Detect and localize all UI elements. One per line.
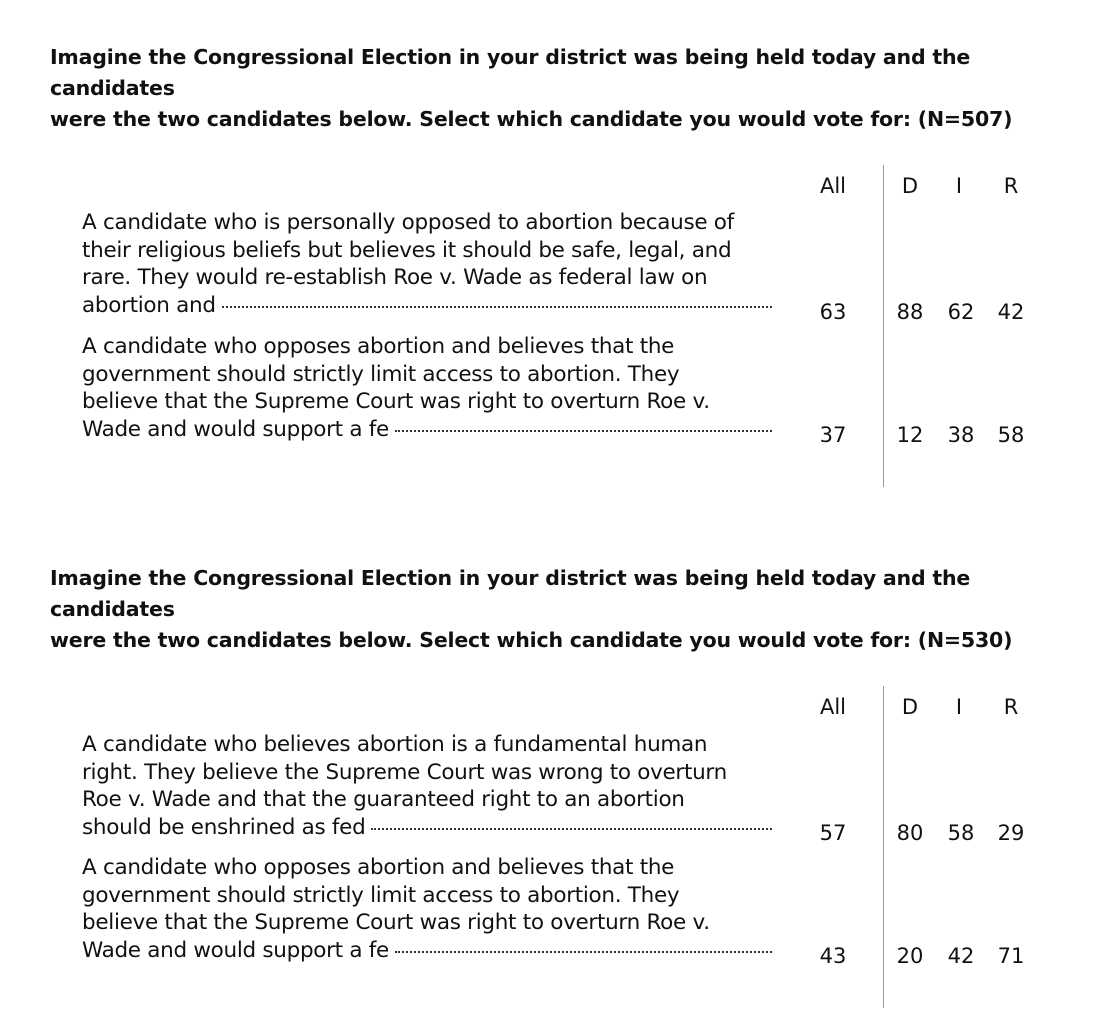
answer-line: believe that the Supreme Court was right to overturn Roe v.	[82, 389, 710, 414]
value-democrat: 12	[896, 423, 924, 447]
value-independent: 62	[947, 300, 975, 324]
question-line: were the two candidates below. Select which candidate you would vote for: (N=530)	[50, 628, 1013, 652]
answer-line: A candidate who opposes abortion and believes that the	[82, 855, 675, 880]
answer-line: A candidate who opposes abortion and believes that the	[82, 334, 675, 359]
value-republican: 58	[997, 423, 1025, 447]
answer-line: Roe v. Wade and that the guaranteed right to an abortion	[82, 787, 685, 812]
question-heading-1	[50, 42, 1090, 135]
value-independent: 38	[947, 423, 975, 447]
value-all: 63	[819, 300, 847, 324]
dot-leader	[395, 430, 772, 432]
answer-option-2	[82, 854, 772, 964]
header-republican: R	[1003, 174, 1019, 198]
question-line: were the two candidates below. Select which candidate you would vote for: (N=507)	[50, 107, 1013, 131]
header-democrat: D	[901, 174, 919, 198]
value-republican: 71	[997, 944, 1025, 968]
value-all: 57	[819, 821, 847, 845]
answer-line: A candidate who believes abortion is a fundamental human	[82, 732, 708, 757]
answer-line: government should strictly limit access to abortion. They	[82, 882, 680, 908]
answer-line: Wade and would support a fe	[82, 937, 389, 963]
value-democrat: 20	[896, 944, 924, 968]
question-line: Imagine the Congressional Election in your district was being held today and the candidates	[50, 45, 971, 100]
answer-line: government should strictly limit access to abortion. They	[82, 361, 680, 387]
dot-leader	[395, 951, 772, 953]
answer-line: should be enshrined as fed	[82, 814, 366, 840]
value-democrat: 88	[896, 300, 924, 324]
header-all: All	[819, 174, 847, 198]
header-democrat: D	[901, 695, 919, 719]
answer-option-1	[82, 731, 772, 841]
value-democrat: 80	[896, 821, 924, 845]
dot-leader	[371, 828, 772, 830]
value-independent: 58	[947, 821, 975, 845]
value-independent: 42	[947, 944, 975, 968]
answer-line: Wade and would support a fe	[82, 416, 389, 442]
answer-option-1	[82, 209, 772, 319]
answer-option-2	[82, 333, 772, 443]
answer-line: A candidate who is personally opposed to abortion because of	[82, 210, 734, 235]
crosstab-table-1	[0, 165, 1120, 487]
value-all: 43	[819, 944, 847, 968]
header-all: All	[819, 695, 847, 719]
value-republican: 29	[997, 821, 1025, 845]
answer-line: their religious beliefs but believes it should be safe, legal, and	[82, 237, 732, 263]
header-independent: I	[955, 695, 963, 719]
value-republican: 42	[997, 300, 1025, 324]
crosstab-table-2	[0, 686, 1120, 1008]
dot-leader	[222, 306, 772, 308]
answer-line: believe that the Supreme Court was right to overturn Roe v.	[82, 910, 710, 935]
header-independent: I	[955, 174, 963, 198]
answer-line: abortion and	[82, 292, 216, 318]
header-republican: R	[1003, 695, 1019, 719]
value-all: 37	[819, 423, 847, 447]
question-heading-2	[50, 563, 1090, 656]
question-line: Imagine the Congressional Election in your district was being held today and the candidates	[50, 566, 971, 621]
answer-line: rare. They would re-establish Roe v. Wade as federal law on	[82, 265, 708, 290]
answer-line: right. They believe the Supreme Court was wrong to overturn	[82, 759, 727, 785]
